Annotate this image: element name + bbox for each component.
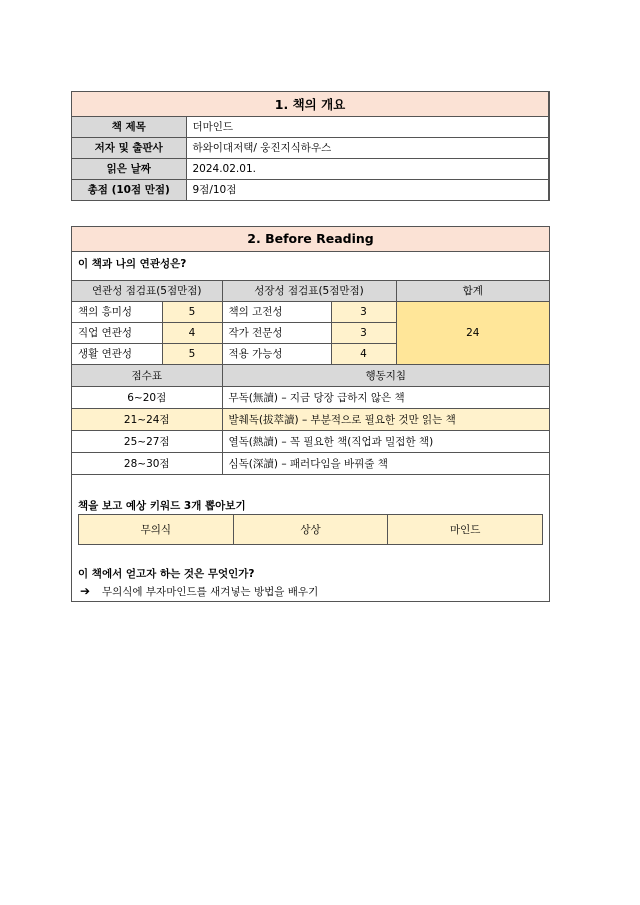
keyword-box [78,514,543,545]
author-value: 하와이대저택/ 웅진지식하우스 [186,137,549,158]
score-label: 생활 연관성 [72,343,162,364]
guide-range-header: 점수표 [72,364,222,386]
before-reading-section [71,226,550,602]
right-arrow-icon: ➔ [80,584,91,598]
guide-action-header: 행동지침 [222,364,549,386]
goal-answer: 무의식에 부자마인드를 새겨넣는 방법을 배우기 [102,586,319,598]
author-label: 저자 및 출판사 [72,137,186,158]
score-label: 적용 가능성 [222,343,331,364]
score-value: 9점/10점 [186,179,549,200]
score-label: 총점 (10점 만점) [72,179,186,200]
date-label: 읽은 날짜 [72,158,186,179]
score-value: 4 [331,343,396,364]
book-title-value: 더마인드 [186,116,549,137]
book-title-label: 책 제목 [72,116,186,137]
goal-question: 이 책에서 얻고자 하는 것은 무엇인가? [78,568,255,580]
guide-action: 열독(熱讀) – 꼭 필요한 책(직업과 밀접한 책) [222,430,549,452]
score-value: 5 [162,343,222,364]
guide-action: 발췌독(拔萃讀) – 부분적으로 필요한 것만 읽는 책 [222,408,549,430]
score-label: 책의 고전성 [222,301,331,322]
score-value: 5 [162,301,222,322]
guide-action: 무독(無讀) – 지금 당장 급하지 않은 책 [222,386,549,408]
guide-range: 28~30점 [72,452,222,474]
score-label: 직업 연관성 [72,322,162,343]
total-header: 합계 [396,280,549,301]
score-label: 작가 전문성 [222,322,331,343]
score-value: 4 [162,322,222,343]
overview-table [72,92,549,200]
goal-answer-line [80,584,318,599]
keyword: 무의식 [79,515,234,545]
overview-section [71,91,550,201]
before-reading-table [72,227,549,475]
date-value: 2024.02.01. [186,158,549,179]
guide-range: 21~24점 [72,408,222,430]
guide-range: 25~27점 [72,430,222,452]
before-reading-title: 2. Before Reading [72,227,549,251]
total-score: 24 [396,301,549,364]
score-label: 책의 흥미성 [72,301,162,322]
score-value: 3 [331,322,396,343]
overview-title: 1. 책의 개요 [72,92,549,116]
score-value: 3 [331,301,396,322]
relevance-question: 이 책과 나의 연관성은? [72,251,549,280]
guide-range: 6~20점 [72,386,222,408]
keyword: 상상 [233,515,388,545]
relevance-header: 연관성 점검표(5점만점) [72,280,222,301]
keyword: 마인드 [388,515,543,545]
growth-header: 성장성 점검표(5점만점) [222,280,396,301]
guide-action: 심독(深讀) – 패러다임을 바꿔줄 책 [222,452,549,474]
keyword-question: 책을 보고 예상 키워드 3개 뽑아보기 [78,500,246,512]
